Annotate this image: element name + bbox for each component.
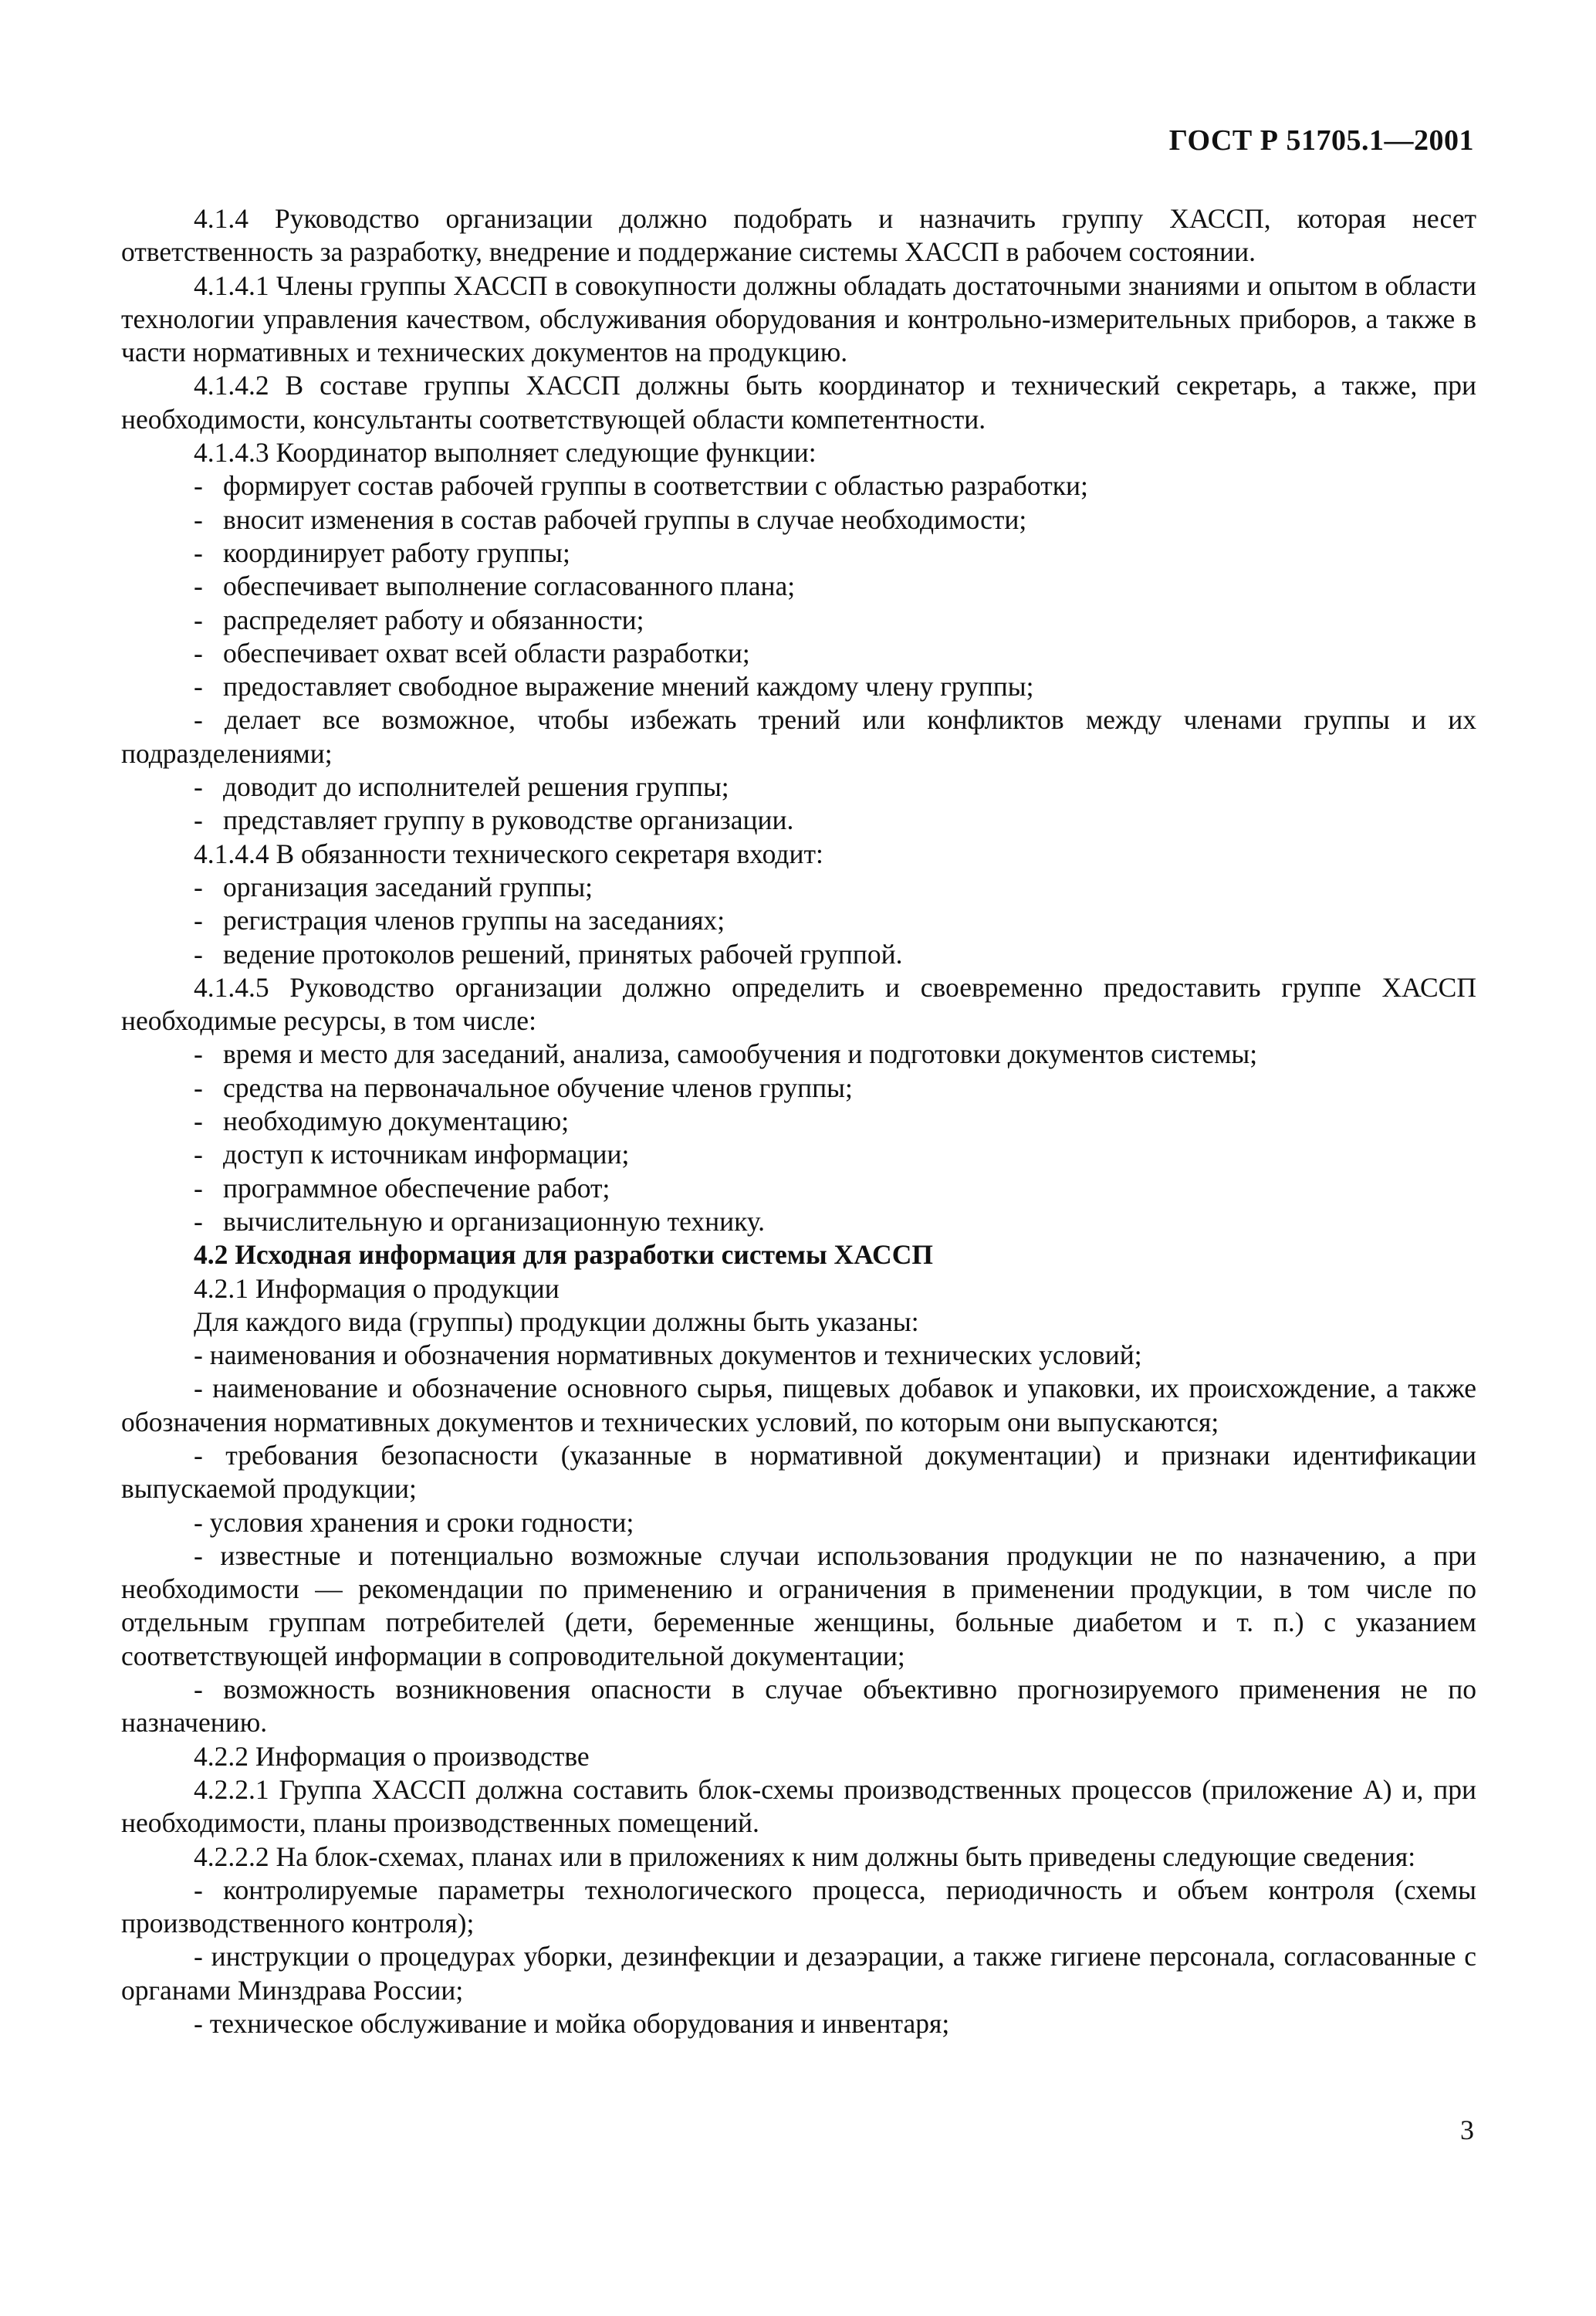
dash-bullet-icon: - <box>194 871 203 902</box>
resources-list <box>121 1038 1476 1238</box>
list-item: - обеспечивает выполнение согласованного плана; <box>121 570 1476 603</box>
list-item: - время и место для заседаний, анализа, самообучения и подготовки документов системы; <box>121 1038 1476 1071</box>
clause-4-1-4: 4.1.4 Руководство организации должно подобрать и назначить группу ХАССП, которая несет ответственность за разработку, внедрение и поддержание системы ХАССП в рабочем состоянии. <box>121 203 1476 268</box>
secretary-duties-list <box>121 871 1476 971</box>
page-number: 3 <box>1460 2115 1474 2145</box>
dash-bullet-icon: - <box>194 1106 203 1137</box>
list-item: - представляет группу в руководстве организации. <box>121 804 1476 837</box>
list-item: - вносит изменения в состав рабочей группы в случае необходимости; <box>121 503 1476 537</box>
dash-bullet-icon: - <box>194 905 203 936</box>
clause-4-1-4-2: 4.1.4.2 В составе группы ХАССП должны быть координатор и технический секретарь, а также, при необходимости, консультанты соответствующей области компетентности. <box>121 370 1476 435</box>
dash-bullet-icon: - <box>194 1072 203 1103</box>
dash-bullet-icon: - <box>194 604 203 635</box>
list-item: - возможность возникновения опасности в случае объективно прогнозируемого применения не по назначению. <box>121 1674 1476 1739</box>
list-item: - предоставляет свободное выражение мнений каждому члену группы; <box>121 670 1476 703</box>
dash-bullet-icon: - <box>194 503 203 535</box>
list-item: - распределяет работу и обязанности; <box>121 604 1476 637</box>
list-item: - средства на первоначальное обучение членов группы; <box>121 1072 1476 1105</box>
dash-bullet-icon: - <box>194 1172 203 1204</box>
dash-bullet-icon: - <box>194 938 203 970</box>
clause-4-1-4-3: 4.1.4.3 Координатор выполняет следующие функции: <box>194 437 817 469</box>
list-item: - организация заседаний группы; <box>121 871 1476 904</box>
clause-4-1-4-1: 4.1.4.1 Члены группы ХАССП в совокупности должны обладать достаточными знаниями и опытом в области технологии управления качеством, обслуживания оборудования и контрольно-измерительных приборов, а также в части нормативных и технических документов на продукцию. <box>121 269 1476 368</box>
list-item: - требования безопасности (указанные в нормативной документации) и признаки идентификации выпускаемой продукции; <box>121 1439 1476 1505</box>
list-item: - контролируемые параметры технологического процесса, периодичность и объем контроля (схемы производственного контроля); <box>121 1874 1476 1939</box>
dash-bullet-icon: - <box>194 1038 203 1070</box>
dash-bullet-icon: - <box>194 571 203 602</box>
list-item: - техническое обслуживание и мойка оборудования и инвентаря; <box>194 2008 950 2040</box>
document-header-gost-number: ГОСТ Р 51705.1—2001 <box>1168 124 1474 157</box>
dash-bullet-icon: - <box>194 1205 203 1237</box>
list-item: - обеспечивает охват всей области разработки; <box>121 637 1476 670</box>
list-item: - известные и потенциально возможные случаи использования продукции не по назначению, а при необходимости — рекомендации по применению и ограничения в применении продукции, в том числе по отдельным группам потребителей (дети, беременные женщины, больные диабетом и т. п.) с указанием соответствующей информации в сопроводительной документации; <box>121 1539 1476 1671</box>
dash-bullet-icon: - <box>194 1139 203 1170</box>
list-item: - необходимую документацию; <box>121 1105 1476 1138</box>
list-item: - координирует работу группы; <box>121 537 1476 570</box>
list-item: - наименование и обозначение основного сырья, пищевых добавок и упаковки, их происхождение, а также обозначения нормативных документов и технических условий, по которым они выпускаются; <box>121 1373 1476 1437</box>
clause-4-2-1-intro: Для каждого вида (группы) продукции должны быть указаны: <box>194 1305 919 1337</box>
list-item: - ведение протоколов решений, принятых рабочей группой. <box>121 938 1476 971</box>
coordinator-functions-list <box>121 469 1476 837</box>
clause-4-2-1: 4.2.1 Информация о продукции <box>194 1272 560 1304</box>
list-item: - доводит до исполнителей решения группы; <box>121 770 1476 804</box>
dash-bullet-icon: - <box>194 637 203 669</box>
list-item: - инструкции о процедурах уборки, дезинфекции и дезаэрации, а также гигиене персонала, согласованные с органами Минздрава России; <box>121 1941 1476 2006</box>
clause-4-1-4-5: 4.1.4.5 Руководство организации должно определить и своевременно предоставить группе ХАССП необходимые ресурсы, в том числе: <box>121 971 1476 1037</box>
dash-bullet-icon: - <box>194 470 203 502</box>
list-item: - наименования и обозначения нормативных документов и технических условий; <box>194 1339 1142 1371</box>
clause-4-2-2-2: 4.2.2.2 На блок-схемах, планах или в приложениях к ним должны быть приведены следующие сведения: <box>194 1840 1416 1872</box>
list-item: - программное обеспечение работ; <box>121 1172 1476 1205</box>
list-item: - доступ к источникам информации; <box>121 1138 1476 1171</box>
section-heading-4-2: 4.2 Исходная информация для разработки системы ХАССП <box>194 1239 933 1271</box>
clause-4-1-4-4: 4.1.4.4 В обязанности технического секретаря входит: <box>194 838 823 869</box>
dash-bullet-icon: - <box>194 537 203 568</box>
list-item: - формирует состав рабочей группы в соответствии с областью разработки; <box>121 469 1476 503</box>
dash-bullet-icon: - <box>194 771 203 803</box>
product-info-list <box>121 1339 1476 1740</box>
list-item: - вычислительную и организационную технику. <box>121 1205 1476 1238</box>
clause-4-2-2-1: 4.2.2.1 Группа ХАССП должна составить блок-схемы производственных процессов (приложение А) и, при необходимости, планы производственных помещений. <box>121 1773 1476 1839</box>
list-item-wrapped: - делает все возможное, чтобы избежать трений или конфликтов между членами группы и их подразделениями; <box>121 704 1476 769</box>
dash-bullet-icon: - <box>194 804 203 836</box>
list-item: - условия хранения и сроки годности; <box>194 1506 634 1538</box>
clause-4-2-2: 4.2.2 Информация о производстве <box>194 1740 590 1772</box>
production-info-list <box>121 1874 1476 2040</box>
document-body <box>121 202 1476 2040</box>
list-item: - регистрация членов группы на заседаниях; <box>121 904 1476 937</box>
dash-bullet-icon: - <box>194 671 203 703</box>
